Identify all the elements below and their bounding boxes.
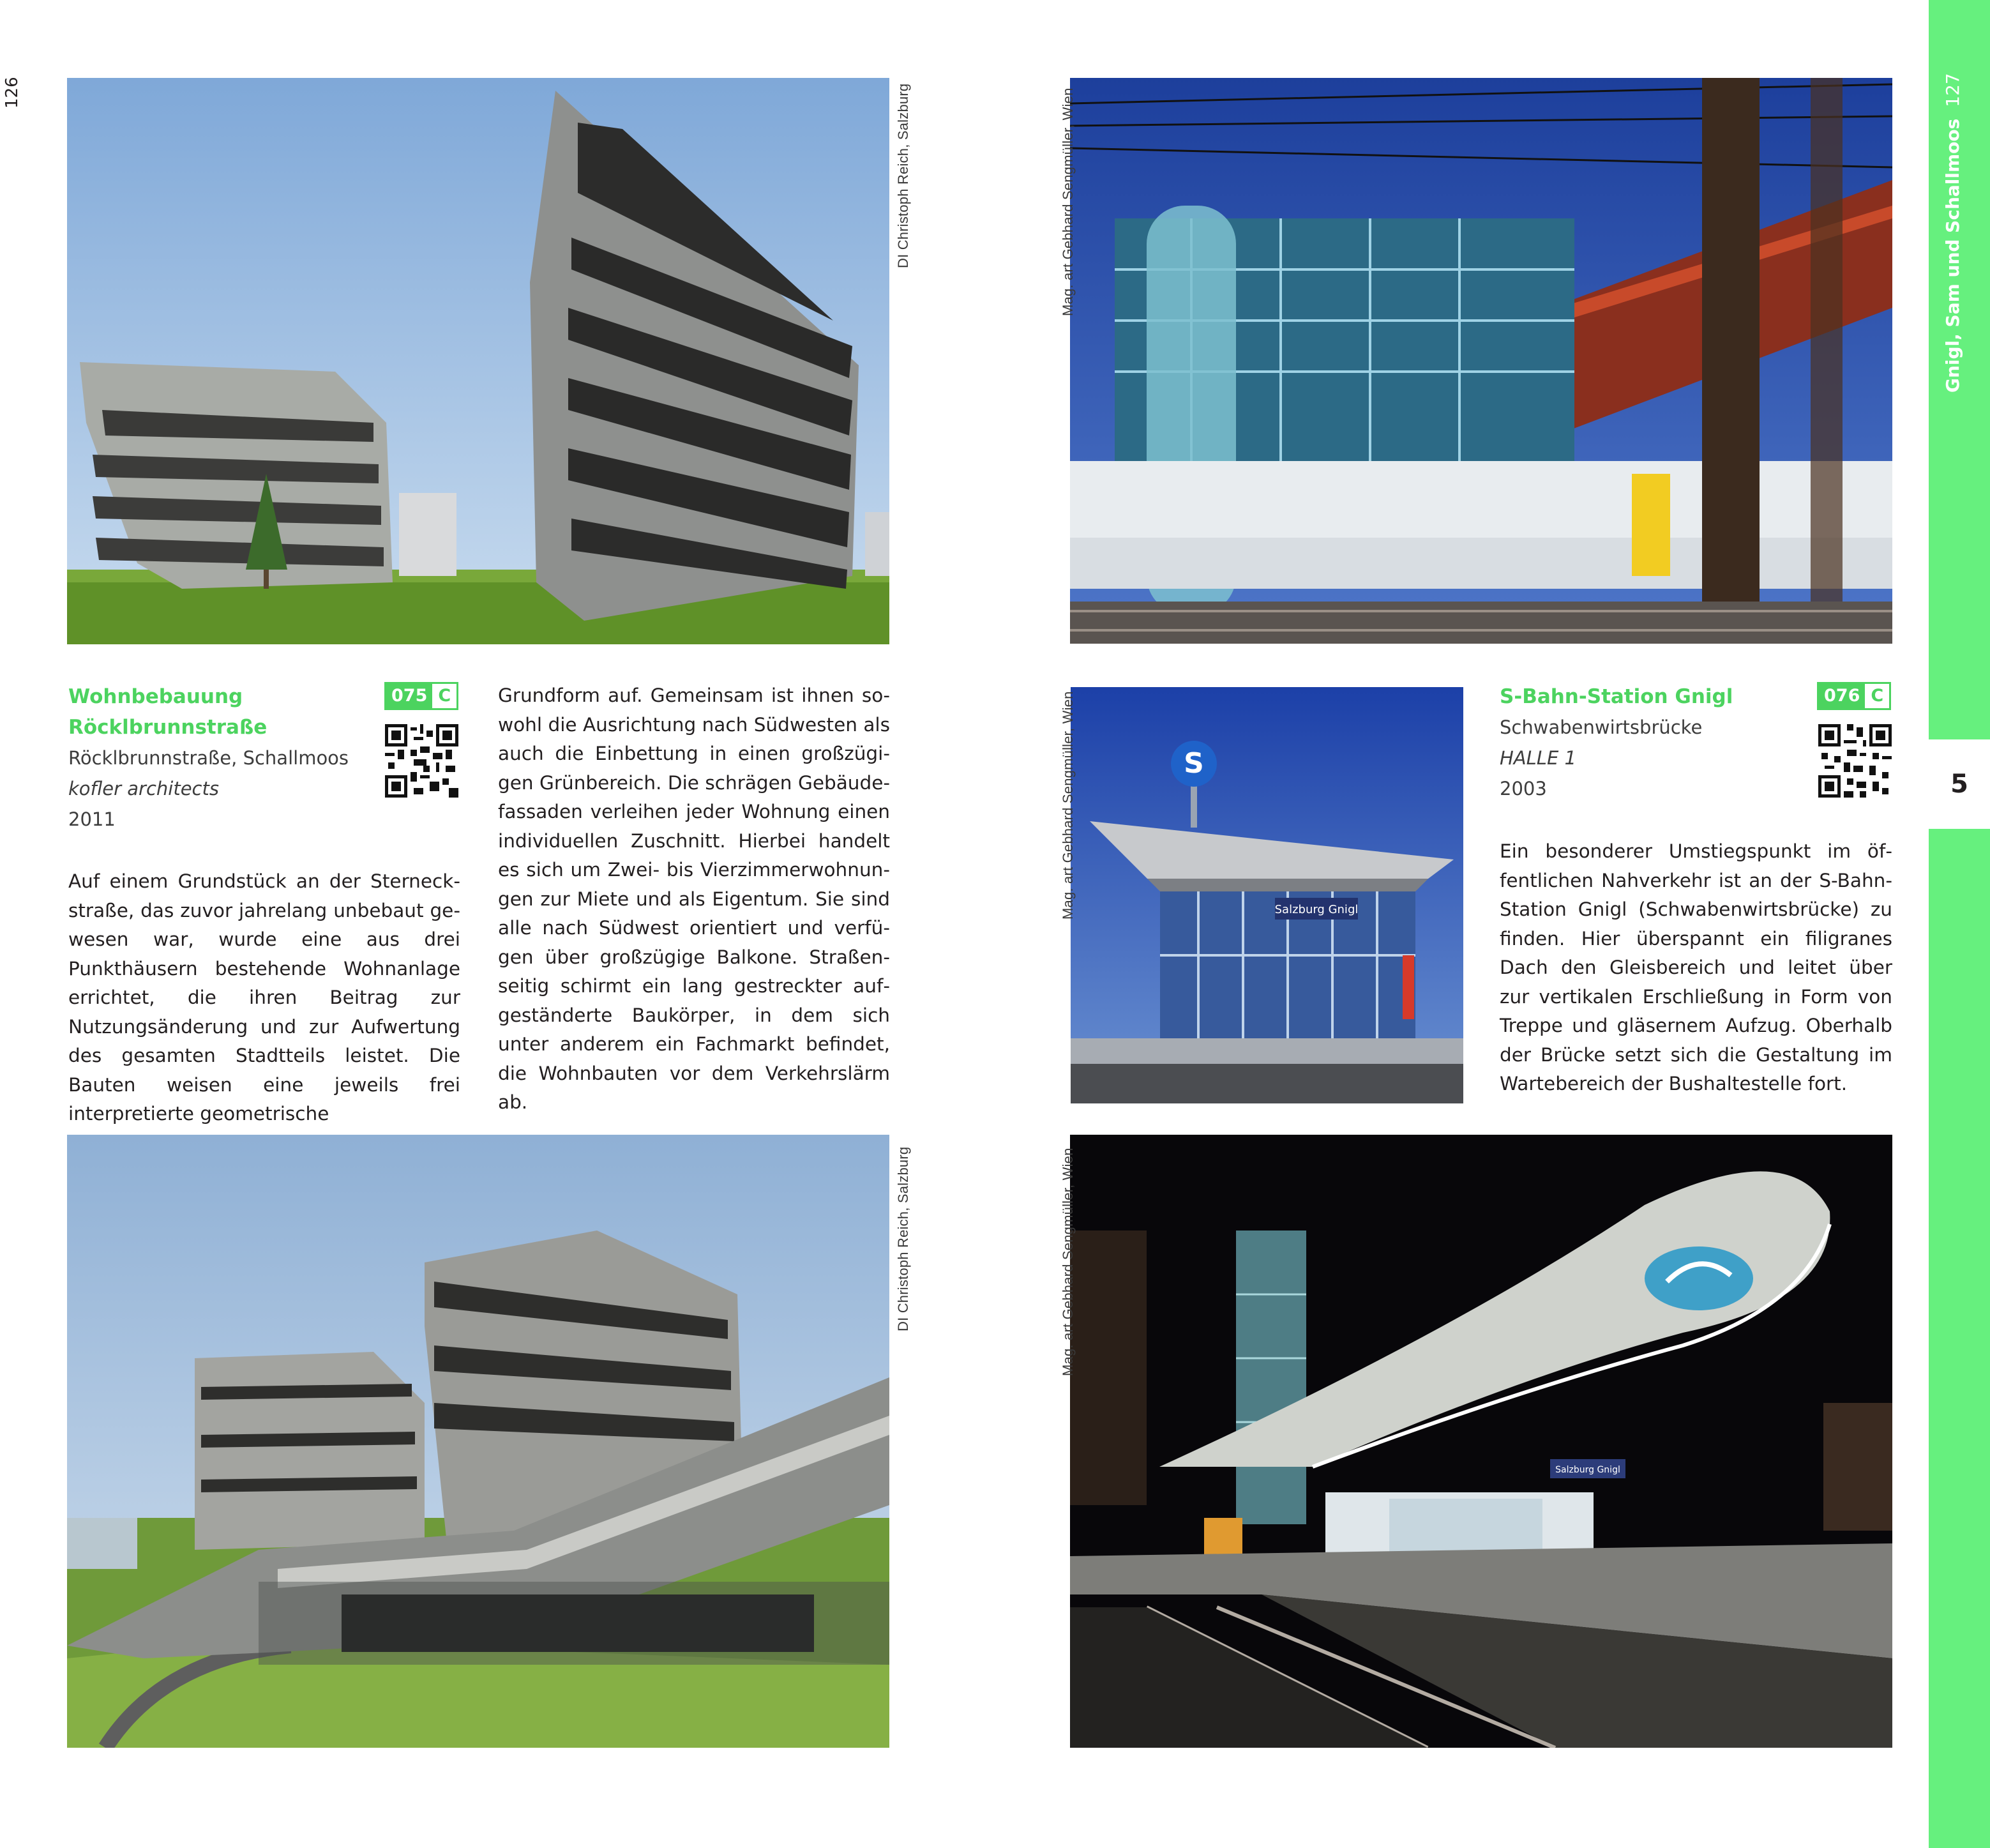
s-bahn-logo-icon: S <box>1184 747 1204 780</box>
entry-076-zone: C <box>1865 684 1889 708</box>
photo-residential-top <box>67 78 889 644</box>
entry-075-address: Röcklbrunnstraße, Schallmoos <box>68 747 349 769</box>
entry-075-architect: kofler architects <box>68 778 219 799</box>
qr-code-icon[interactable] <box>385 724 458 798</box>
entry-075-text-col2: Grundform auf. Gemeinsam ist ihnen sowohl die Ausrichtung nach Südwesten als auch die Einbettung in einen großzügigen Grünbereich. Die schrägen Gebäudefassaden verleihen jeder Wohnung einen individuellen Zuschnitt. Hierbei handelt es sich um Zwei- bis Vierzimmerwohnungen zur Miete und als Eigentum. Sie sind alle nach Südwest orientiert und verfügen über großzügige Balkone. Straßenseitig schirmt ein lang gestreckter aufgeständerte Baukörper, in dem sich unter anderem ein Fachmarkt befindet, die Wohnbauten vor dem Verkehrslärm ab. <box>498 685 890 1113</box>
section-title: Gnigl, Sam und Schallmoos <box>1942 118 1963 393</box>
photo-credit-top-right: Mag. art Gebhard Sengmüller, Wien <box>1060 87 1076 316</box>
photo-credit-top-left: DI Christoph Reich, Salzburg <box>895 83 911 268</box>
entry-076-meta <box>1500 712 1702 804</box>
page-number-left: 126 <box>3 77 22 109</box>
entry-075-title <box>68 681 267 743</box>
entry-075-text-col1: Auf einem Grundstück an der Sterneckstraße, das zuvor jahrelang unbebaut gewesen war, wurde eine aus drei Punkthäusern bestehende Wohnanlage errichtet, die ihren Beitrag zur Nutzungsänderung und zur Aufwertung des gesamten Stadtteils leistet. Die Bauten weisen eine jeweils frei interpretierte geometrische <box>68 870 460 1125</box>
entry-075-meta <box>68 743 349 835</box>
entry-076-number: 076 <box>1819 684 1865 708</box>
entry-075-badge <box>384 682 458 710</box>
entry-076-address: Schwabenwirtsbrücke <box>1500 716 1703 738</box>
photo-station-platform <box>1070 1135 1892 1748</box>
section-running-title <box>1942 73 1963 393</box>
photo-station-tower <box>1070 78 1892 644</box>
chapter-tab[interactable]: 5 <box>1929 739 1990 829</box>
entry-076-architect: HALLE 1 <box>1500 747 1576 769</box>
entry-075-title-line1: Wohnbebauung <box>68 685 243 708</box>
photo-credit-bottom-left: DI Christoph Reich, Salzburg <box>895 1146 911 1331</box>
entry-076-text: Ein besonderer Umstiegspunkt im öffentlichen Nahverkehr ist an der S-Bahn-Station Gnigl (Schwabenwirtsbrücke) zu finden. Hier überspannt ein filigranes Dach den Gleisbereich und leitet über zur vertikalen Erschließung in Form von Treppe und gläsernem Aufzug. Oberhalb der Brücke setzt sich die Gestaltung im Wartebereich der Bushaltestelle fort. <box>1500 840 1892 1094</box>
entry-076-badge <box>1817 682 1891 710</box>
page-number-right: 127 <box>1942 73 1963 107</box>
photo-residential-bottom <box>67 1135 889 1748</box>
entry-076-year: 2003 <box>1500 778 1547 799</box>
platform-sign: Salzburg Gnigl <box>1555 1465 1620 1475</box>
photo-credit-middle-right: Mag. art Gebhard Sengmüller, Wien <box>1060 691 1076 920</box>
entry-075-number: 075 <box>386 684 432 708</box>
photo-station-entrance <box>1071 687 1463 1103</box>
qr-code-icon[interactable] <box>1818 724 1892 798</box>
photo-credit-bottom-right: Mag. art Gebhard Sengmüller, Wien <box>1060 1147 1076 1376</box>
station-sign: Salzburg Gnigl <box>1274 903 1359 916</box>
entry-076-title: S-Bahn-Station Gnigl <box>1500 685 1733 708</box>
entry-075-zone: C <box>432 684 456 708</box>
entry-075-year: 2011 <box>68 808 116 830</box>
entry-075-title-line2: Röcklbrunnstraße <box>68 716 268 739</box>
